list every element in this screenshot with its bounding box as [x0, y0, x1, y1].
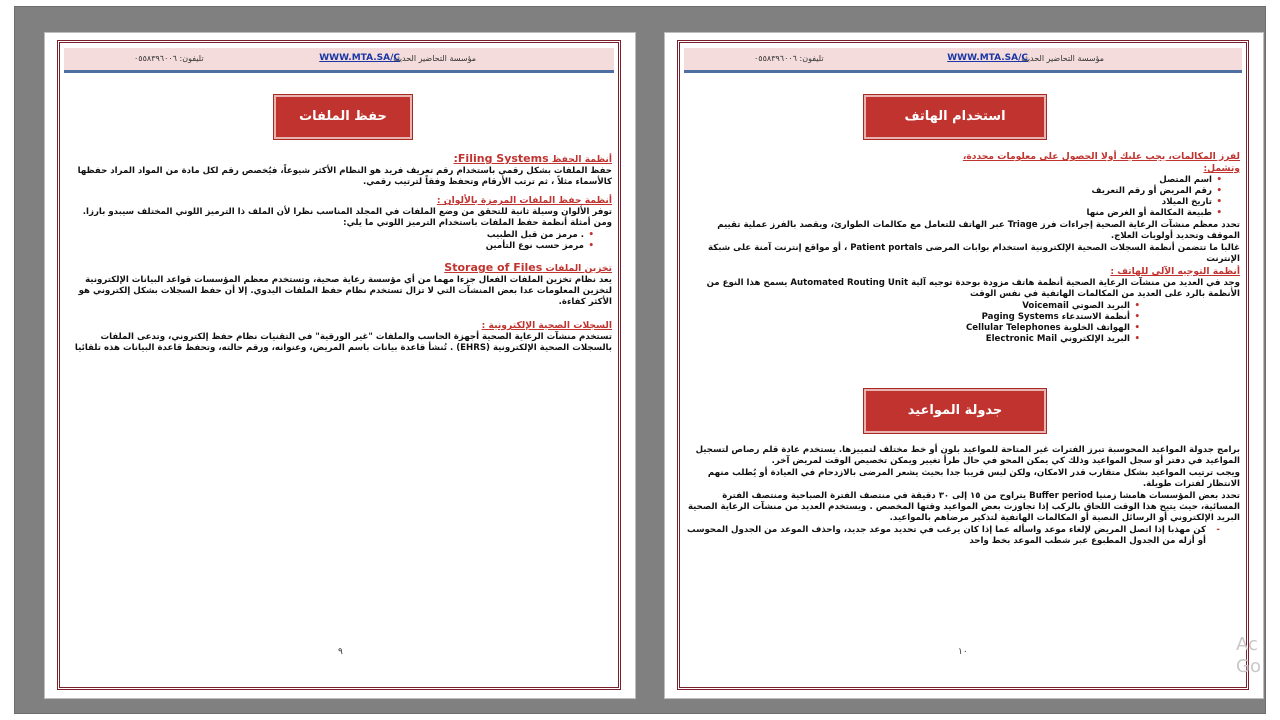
- watermark-text: Ac Go: [1236, 634, 1261, 677]
- list-item: - كن مهذبا إذا اتصل المريض لإلغاء موعد واسأله عما إذا كان يرغب في تحديد موعد جديد، واحذف الموعد من الجدول المحوسب أو أزله من الجدول المطبوع عبر شطب الموعد بخط واحد: [686, 525, 1222, 547]
- list-item: • تاريخ الميلاد: [686, 197, 1222, 208]
- header-website-link[interactable]: WWW.MTA.SA/C: [319, 53, 400, 63]
- document-page-left: [45, 33, 635, 698]
- bullet-list: [66, 230, 594, 252]
- section-heading: أنظمة حفظ الملفات المرمزة بالألوان :: [436, 195, 612, 206]
- section-title: استخدام الهاتف: [864, 95, 1046, 139]
- paragraph: تحدد معظم منشآت الرعاية الصحية إجراءات فرز Triage عبر الهاتف للتعامل مع مكالمات الطوارئ، ويقصد بالفرز عملية تقييم الموقف وتحديد أولويات العلاج.: [717, 220, 1240, 241]
- paragraph: غالبا ما تتضمن أنظمة السجلات الصحية الإلكترونية استخدام بوابات المرضى Patient portals ، أو مواقع إنترنت آمنة على شبكة الإنترنت: [708, 243, 1240, 264]
- page-number: ١٠: [958, 647, 968, 657]
- section-heading: وتشمل:: [1203, 163, 1240, 174]
- document-page-right: [665, 33, 1263, 698]
- list-item: • طبيعة المكالمة أو الغرض منها: [686, 208, 1222, 219]
- page-border: [57, 40, 621, 690]
- header-phone: تليفون: ٠٥٥٨٣٩٦٠٠٦: [754, 54, 824, 63]
- section-title-2: جدولة المواعيد: [864, 389, 1046, 433]
- bullet-list: [686, 301, 1140, 345]
- section-heading: السجلات الصحية الإلكترونية :: [481, 320, 612, 331]
- bullet-list: [686, 175, 1222, 219]
- page-content: [686, 151, 1240, 346]
- section-heading: أنظمة التوجيه الآلي للهاتف :: [1110, 266, 1240, 277]
- paragraph: برامج جدولة المواعيد المحوسبة تبرز الفترات غير المتاحة للمواعيد بلون أو خط مختلف لتمييزها. يستخدم عادة قلم رصاص لتسجيل المواعيد في دفتر أو سجل المواعيد وذلك كي يمكن المحو في حال طرأ تغيير ويمكن تخصيص الوقت لمريض آخر.: [695, 445, 1240, 466]
- section-heading: لفرز المكالمات، يجب عليك أولا الحصول على معلومات محددة،: [962, 151, 1240, 162]
- paragraph: وجد في العديد من منشآت الرعاية الصحية أنظمة هاتف مزودة بوحدة توجيه آلية Automated Routing Unit يسمح هذا النوع من الأنظمة بالرد على العديد من المكالمات الهاتفية في نفس الوقت: [706, 278, 1240, 299]
- section-title: حفظ الملفات: [274, 95, 412, 139]
- list-item: • . مرمز من قبل الطبيب: [66, 230, 594, 241]
- viewer-frame: [14, 6, 1266, 714]
- list-item: • أنظمة الاستدعاء Paging Systems: [686, 312, 1140, 323]
- list-item: • الهواتف الخلوية Cellular Telephones: [686, 323, 1140, 334]
- paragraph: يعد نظام تخزين الملفات الفعال جزءا مهما من أي مؤسسة رعاية صحية، وتستخدم معظم المؤسسات قواعد البيانات الإلكترونية لتخزين المعلومات عدا بعض المنشآت التي لا تزال تستخدم نظام حفظ الملفات اليدوي. إلا أن حفظ السجلات بشكل إلكتروني هو الأكثر كفاءة.: [78, 275, 612, 307]
- paragraph: حفظ الملفات بشكل رقمي باستخدام رقم تعريف فريد هو النظام الأكثر شيوعاً، فيُخصص رقم لكل مادة من المواد المراد حفظها كالأسماء مثلاً ، ثم ترتب الأرقام وتحفظ وفقاً لترتيب رقمي.: [77, 166, 612, 187]
- section-heading: أنظمة الحفظ Filing Systems:: [453, 152, 612, 165]
- header-org: مؤسسة التحاضير الحديثة: [393, 54, 476, 63]
- header-org: مؤسسة التحاضير الحديثة: [1021, 54, 1104, 63]
- dash-list: [686, 525, 1222, 547]
- paragraph: تستخدم منشآت الرعاية الصحية أجهزة الحاسب والملفات "غير الورقية" في التقنيات نظام حفظ إلكتروني، وتدعى الملفات بالسجلات الصحية الإلكترونية (EHRS) . تُنشأ قاعدة بيانات باسم المريض، وعنوانه، ورقم حالته، وتحفظ قاعدة البيانات هذه تلقائيا: [74, 332, 612, 353]
- list-item: • مرمز حسب نوع التأمين: [66, 241, 594, 252]
- paragraph: تحدد بعض المؤسسات هامشا زمنيا Buffer period يتراوح من ١٥ إلى ٣٠ دقيقة في منتصف الفترة الصباحية ومنتصف الفترة المسائية، حيث يتيح هذا الوقت اللحاق بالركب إذا تجاوزت بعض المواعيد وقتها المخصص . ويستخدم العديد من منشآت الرعاية الصحية البريد الإلكتروني أو الرسائل النصية أو المكالمات الهاتفية لتذكير مرضاهم بالمواعيد.: [687, 491, 1240, 523]
- page-content: [66, 153, 612, 355]
- section-heading: تخزين الملفات Storage of Files: [444, 261, 612, 274]
- header-phone: تليفون: ٠٥٥٨٣٩٦٠٠٦: [134, 54, 204, 63]
- page-header: [684, 48, 1242, 73]
- list-item: • البريد الصوتي Voicemail: [686, 301, 1140, 312]
- paragraph: توفر الألوان وسيلة ثانية للتحقق من وضع الملفات في المجلد المناسب نظرا لأن الملف ذا الترميز اللوني المختلف سيبدو بارزا. ومن أمثلة أنظمة حفظ الملفات باستخدام الترميز اللوني ما يلي:: [82, 207, 612, 228]
- page-content-2: [686, 445, 1240, 548]
- page-border: [677, 40, 1249, 690]
- paragraph: ويجب ترتيب المواعيد بشكل متقارب قدر الامكان، ولكن ليس قريبا جدا بحيث يشعر المرضى بالازدحام في العيادة أو يُطلب منهم الانتظار لفترات طويلة.: [707, 468, 1240, 489]
- page-number: ٩: [338, 647, 343, 657]
- list-item: • البريد الإلكتروني Electronic Mail: [686, 334, 1140, 345]
- list-item: • اسم المتصل: [686, 175, 1222, 186]
- header-website-link[interactable]: WWW.MTA.SA/C: [947, 53, 1028, 63]
- list-item: • رقم المريض أو رقم التعريف: [686, 186, 1222, 197]
- page-header: [64, 48, 614, 73]
